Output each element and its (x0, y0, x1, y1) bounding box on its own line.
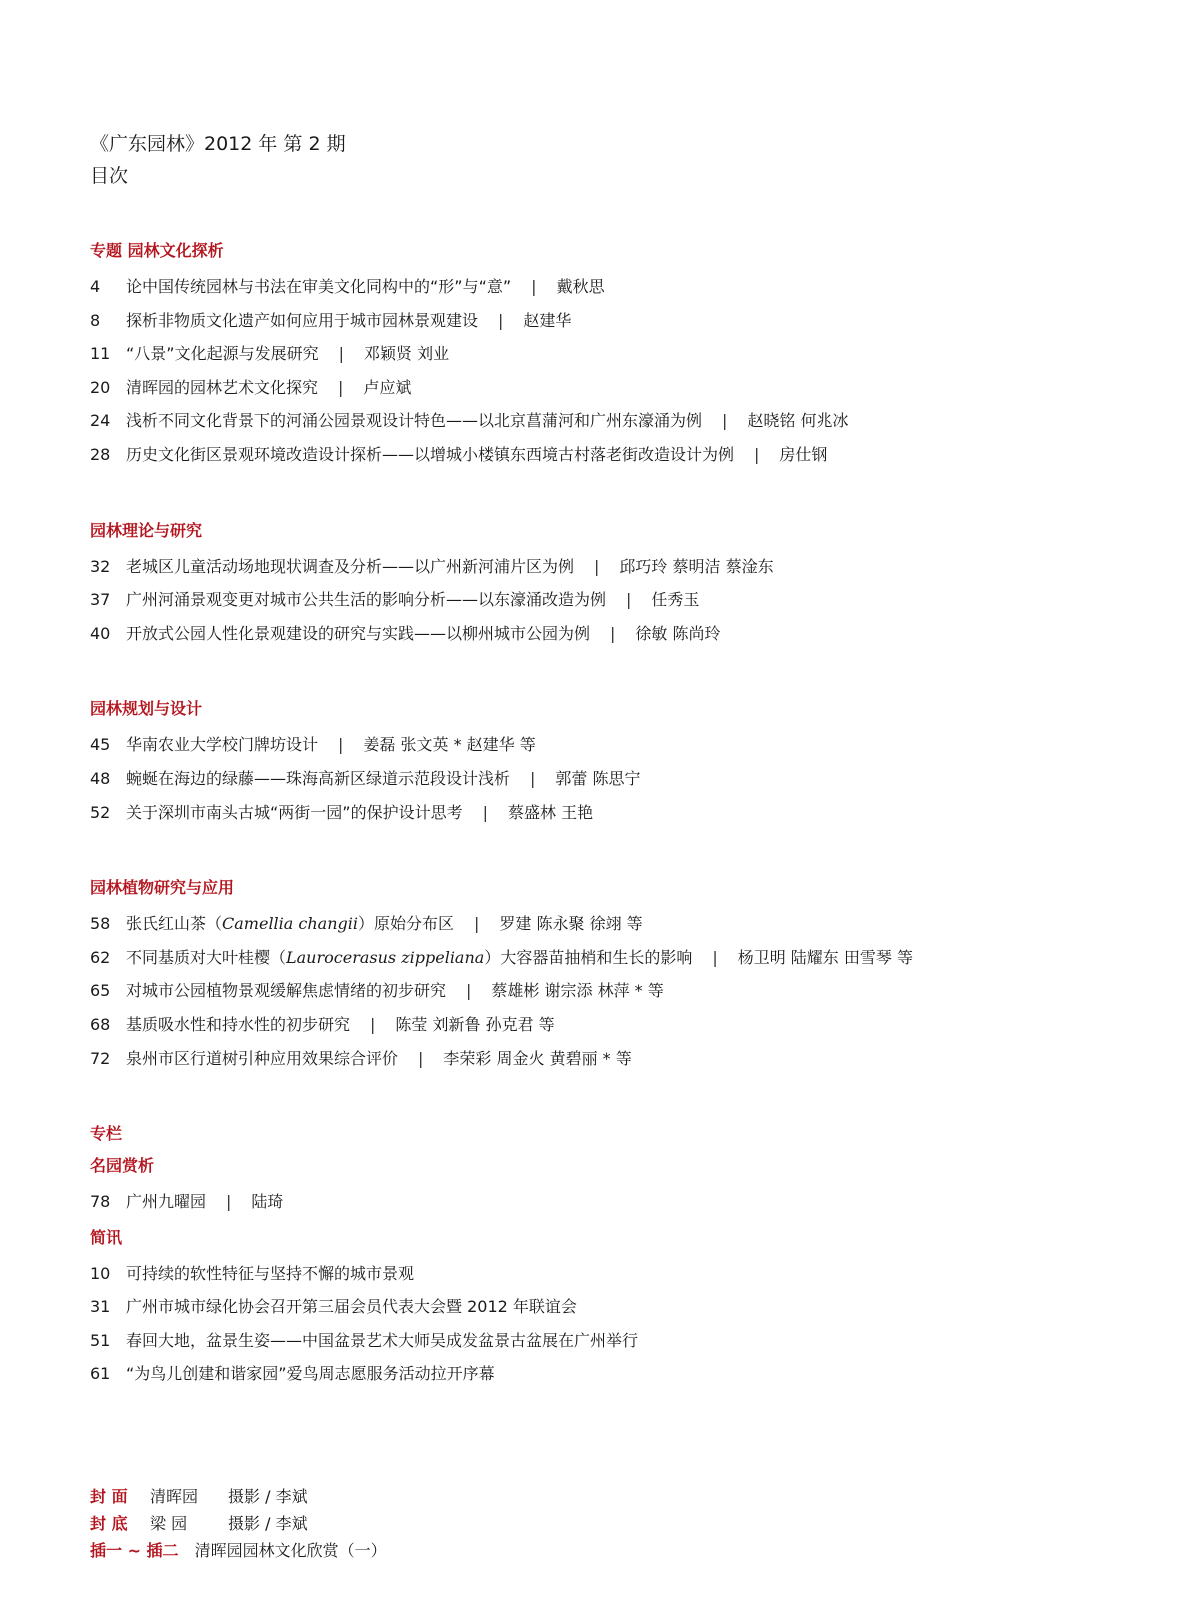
entry-authors: 赵建华 (523, 310, 572, 330)
entry-authors: 杨卫明 陆耀东 田雪琴 等 (737, 947, 913, 967)
section-planning-design (90, 696, 1200, 829)
entry-title: 可持续的软性特征与坚持不懈的城市景观 (126, 1263, 415, 1283)
toc-entry[interactable]: 24 浅析不同文化背景下的河涌公园景观设计特色——以北京菖蒲河和广州东濠涌为例 | 赵晓铭 何兆冰 (90, 411, 849, 431)
entry-title: 广州九曜园 (126, 1192, 207, 1212)
toc-entry[interactable]: 72 泉州市区行道树引种应用效果综合评价 | 李荣彩 周金火 黄碧丽 * 等 (90, 1048, 632, 1068)
toc-entry[interactable]: 4 论中国传统园林与书法在审美文化同构中的“形”与“意” | 戴秋思 (90, 277, 605, 296)
entry-authors: 陈莹 刘新鲁 孙克君 等 (395, 1014, 555, 1034)
entry-title: 泉州市区行道树引种应用效果综合评价 (126, 1048, 399, 1068)
section-theory-research (90, 518, 1200, 651)
entry-title: 春回大地，盆景生姿——中国盆景艺术大师吴成发盆景古盆展在广州举行 (126, 1330, 639, 1350)
credit-photographer: 摄影 / 李斌 (228, 1487, 308, 1507)
entry-title: 华南农业大学校门牌坊设计 (126, 735, 319, 755)
entry-title: 探析非物质文化遗产如何应用于城市园林景观建设 (126, 310, 479, 330)
cover-credits (90, 1483, 1200, 1564)
entry-title: 清晖园的园林艺术文化探究 (126, 377, 319, 397)
toc-entry[interactable]: 51 春回大地，盆景生姿——中国盆景艺术大师吴成发盆景古盆展在广州举行 (90, 1330, 639, 1350)
entry-title: 广州河涌景观变更对城市公共生活的影响分析——以东濠涌改造为例 (126, 590, 607, 610)
entry-title: 广州市城市绿化协会召开第三届会员代表大会暨 2012 年联谊会 (126, 1297, 577, 1317)
section-title: 园林理论与研究 (90, 520, 203, 540)
credit-label: 插一 ~ 插二 (90, 1541, 179, 1561)
entry-authors: 蔡盛林 王艳 (507, 802, 594, 822)
entry-title: 关于深圳市南头古城“两街一园”的保护设计思考 (126, 802, 463, 822)
toc-entry[interactable]: 48 蜿蜒在海边的绿藤——珠海高新区绿道示范段设计浅析 | 郭蕾 陈思宁 (90, 768, 641, 788)
entry-authors: 罗建 陈永聚 徐翊 等 (499, 914, 643, 934)
credit-row (90, 1537, 1200, 1564)
section-columns (90, 1121, 1200, 1391)
entry-title: 浅析不同文化背景下的河涌公园景观设计特色——以北京菖蒲河和广州东濠涌为例 (126, 411, 703, 431)
entry-title: 历史文化街区景观环境改造设计探析——以增城小楼镇东西境古村落老街改造设计为例 (126, 444, 735, 464)
credit-photographer: 摄影 / 李斌 (228, 1514, 308, 1534)
entry-title: 对城市公园植物景观缓解焦虑情绪的初步研究 (126, 981, 447, 1001)
toc-entry[interactable]: 58 张氏红山茶（Camellia changii）原始分布区 | 罗建 陈永聚 徐翊 等 (90, 914, 643, 934)
toc-entry[interactable]: 68 基质吸水性和持水性的初步研究 | 陈莹 刘新鲁 孙克君 等 (90, 1014, 555, 1034)
toc-entry[interactable]: 37 广州河涌景观变更对城市公共生活的影响分析——以东濠涌改造为例 | 任秀玉 (90, 590, 700, 610)
entry-authors: 陆琦 (251, 1192, 284, 1212)
entry-authors: 戴秋思 (556, 277, 605, 296)
subsection-title: 简讯 (90, 1227, 123, 1247)
subsection-title: 名园赏析 (90, 1156, 155, 1176)
entry-authors: 任秀玉 (651, 590, 700, 610)
section-plant-research (90, 875, 1200, 1075)
toc-entry[interactable]: 78 广州九曜园 | 陆琦 (90, 1192, 284, 1212)
entry-title: 基质吸水性和持水性的初步研究 (126, 1014, 351, 1034)
latin-name: Laurocerasus zippeliana (286, 947, 485, 967)
entry-authors: 姜磊 张文英 * 赵建华 等 (363, 735, 536, 755)
toc-entry[interactable]: 31 广州市城市绿化协会召开第三届会员代表大会暨 2012 年联谊会 (90, 1297, 577, 1317)
entry-authors: 李荣彩 周金火 黄碧丽 * 等 (443, 1048, 632, 1068)
entry-authors: 邱巧玲 蔡明洁 蔡淦东 (619, 556, 774, 576)
entry-authors: 徐敏 陈尚玲 (635, 623, 721, 643)
credit-caption: 梁 园 (150, 1514, 188, 1534)
entry-authors: 赵晓铭 何兆冰 (747, 411, 849, 431)
toc-entry[interactable]: 52 关于深圳市南头古城“两街一园”的保护设计思考 | 蔡盛林 王艳 (90, 802, 594, 822)
toc-entry[interactable]: 40 开放式公园人性化景观建设的研究与实践——以柳州城市公园为例 | 徐敏 陈尚玲 (90, 623, 721, 643)
toc-entry[interactable]: 10 可持续的软性特征与坚持不懈的城市景观 (90, 1263, 415, 1283)
entry-authors: 蔡雄彬 谢宗添 林萍 * 等 (491, 981, 664, 1001)
section-title: 专题 园林文化探析 (90, 241, 224, 260)
latin-name: Camellia changii (222, 914, 358, 934)
entry-title: 老城区儿童活动场地现状调查及分析——以广州新河浦片区为例 (126, 556, 575, 576)
credit-caption: 清晖园园林文化欣赏（一） (194, 1541, 387, 1561)
toc-entry[interactable]: 65 对城市公园植物景观缓解焦虑情绪的初步研究 | 蔡雄彬 谢宗添 林萍 * 等 (90, 981, 664, 1001)
entry-authors: 房仕钢 (779, 444, 828, 464)
toc-entry[interactable]: 61 “为鸟儿创建和谐家园”爱鸟周志愿服务活动拉开序幕 (90, 1364, 495, 1384)
toc-entry[interactable]: 8 探析非物质文化遗产如何应用于城市园林景观建设 | 赵建华 (90, 310, 572, 330)
page-title: 目次 (90, 165, 129, 187)
entry-title: “为鸟儿创建和谐家园”爱鸟周志愿服务活动拉开序幕 (126, 1364, 495, 1384)
section-title: 园林植物研究与应用 (90, 878, 235, 898)
journal-issue: 《广东园林》2012 年 第 2 期 (90, 133, 346, 155)
toc-entry[interactable]: 62 不同基质对大叶桂樱（Laurocerasus zippeliana）大容器苗抽梢和生长的影响 | 杨卫明 陆耀东 田雪琴 等 (90, 947, 913, 967)
credit-row (90, 1510, 1200, 1537)
section-special-topic (90, 238, 1200, 472)
toc-entry[interactable]: 28 历史文化街区景观环境改造设计探析——以增城小楼镇东西境古村落老街改造设计为例 | 房仕钢 (90, 444, 828, 464)
entry-authors: 卢应斌 (363, 377, 412, 397)
credit-caption: 清晖园 (150, 1487, 199, 1507)
toc-entry[interactable]: 45 华南农业大学校门牌坊设计 | 姜磊 张文英 * 赵建华 等 (90, 735, 536, 755)
credit-label: 封 底 (90, 1514, 128, 1534)
section-title: 园林规划与设计 (90, 699, 203, 719)
toc-entry[interactable]: 32 老城区儿童活动场地现状调查及分析——以广州新河浦片区为例 | 邱巧玲 蔡明洁 蔡淦东 (90, 556, 774, 576)
entry-title: “八景”文化起源与发展研究 (126, 344, 319, 364)
entry-authors: 郭蕾 陈思宁 (555, 768, 641, 788)
section-title: 专栏 (90, 1124, 123, 1144)
entry-title: 开放式公园人性化景观建设的研究与实践——以柳州城市公园为例 (126, 623, 591, 643)
toc-entry[interactable]: 11 “八景”文化起源与发展研究 | 邓颖贤 刘业 (90, 344, 450, 364)
credit-label: 封 面 (90, 1487, 128, 1507)
toc-entry[interactable]: 20 清晖园的园林艺术文化探究 | 卢应斌 (90, 377, 412, 397)
entry-authors: 邓颖贤 刘业 (363, 344, 450, 364)
credit-row (90, 1483, 1200, 1510)
entry-title: 论中国传统园林与书法在审美文化同构中的“形”与“意” (126, 277, 512, 296)
entry-title: 蜿蜒在海边的绿藤——珠海高新区绿道示范段设计浅析 (126, 768, 511, 788)
